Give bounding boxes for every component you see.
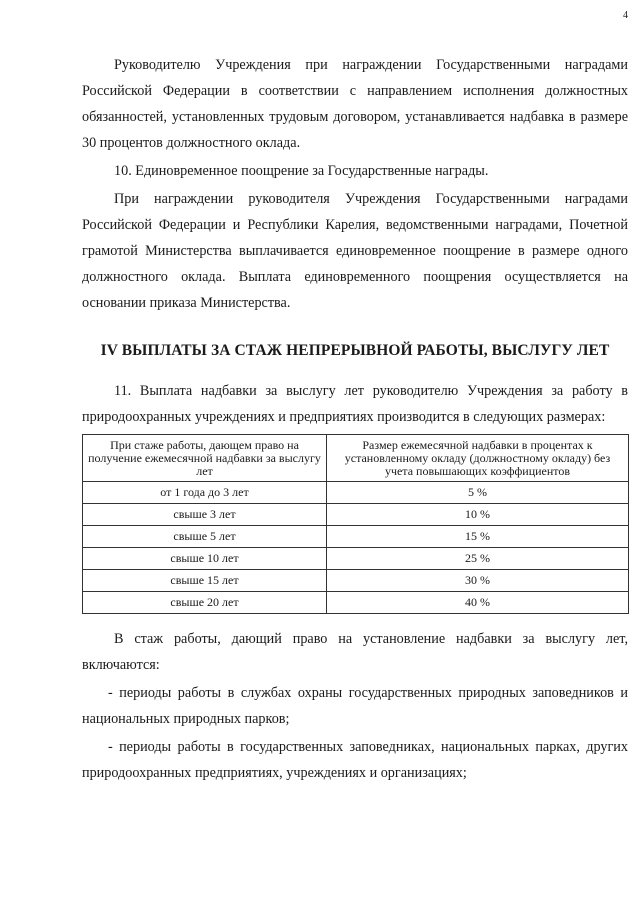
paragraph-item-11: 11. Выплата надбавки за выслугу лет руководителю Учреждения за работу в природоохранных учреждениях и предприятиях производится в следующих размерах: (82, 383, 628, 425)
table-cell-percent: 5 % (327, 482, 629, 504)
paragraph-award-bonus: Руководителю Учреждения при награждении Государственными наградами Российской Федерации в соответствии с направлением исполнения должностных обязанностей, установленных трудовым договором, устанавливается надбавка в размере 30 процентов должностного оклада. (82, 57, 628, 151)
section-heading: IV ВЫПЛАТЫ ЗА СТАЖ НЕПРЕРЫВНОЙ РАБОТЫ, ВЫСЛУГУ ЛЕТ (100, 342, 610, 359)
table-cell-percent: 15 % (327, 526, 629, 548)
table-header-experience: При стаже работы, дающем право на получение ежемесячной надбавки за выслугу лет (83, 435, 327, 482)
table-cell-experience: свыше 20 лет (83, 592, 327, 614)
page-number: 4 (623, 10, 628, 21)
paragraph-one-time-bonus: При награждении руководителя Учреждения Государственными наградами Российской Федерации и Республики Карелия, ведомственными наградами, Почетной грамотой Министерства выплачивается единовременное поощрение в размере одного должностного оклада. Выплата единовременного поощрения осуществляется на основании приказа Министерства. (82, 191, 628, 311)
list-item: - периоды работы в государственных заповедниках, национальных парках, других природоохранных предприятиях, учреждениях и организациях; (82, 739, 628, 781)
table-row (83, 570, 629, 592)
paragraph-included-periods: В стаж работы, дающий право на установление надбавки за выслугу лет, включаются: (82, 631, 628, 673)
table-row (83, 526, 629, 548)
table-cell-percent: 30 % (327, 570, 629, 592)
seniority-bonus-table (82, 434, 629, 614)
table-cell-percent: 40 % (327, 592, 629, 614)
table-header-bonus-size: Размер ежемесячной надбавки в процентах к установленному окладу (должностному окладу) без учета повышающих коэффициентов (327, 435, 629, 482)
table-row (83, 592, 629, 614)
table-cell-experience: свыше 5 лет (83, 526, 327, 548)
table-row (83, 548, 629, 570)
document-content (82, 52, 628, 786)
table-header-row (83, 435, 629, 482)
table-cell-experience: от 1 года до 3 лет (83, 482, 327, 504)
table-row (83, 504, 629, 526)
table-cell-percent: 25 % (327, 548, 629, 570)
paragraph-item-10: 10. Единовременное поощрение за Государственные награды. (114, 163, 489, 179)
table-cell-percent: 10 % (327, 504, 629, 526)
list-item: - периоды работы в службах охраны государственных природных заповедников и национальных природных парков; (82, 685, 628, 727)
table-cell-experience: свыше 3 лет (83, 504, 327, 526)
table-cell-experience: свыше 15 лет (83, 570, 327, 592)
table-cell-experience: свыше 10 лет (83, 548, 327, 570)
table-row (83, 482, 629, 504)
